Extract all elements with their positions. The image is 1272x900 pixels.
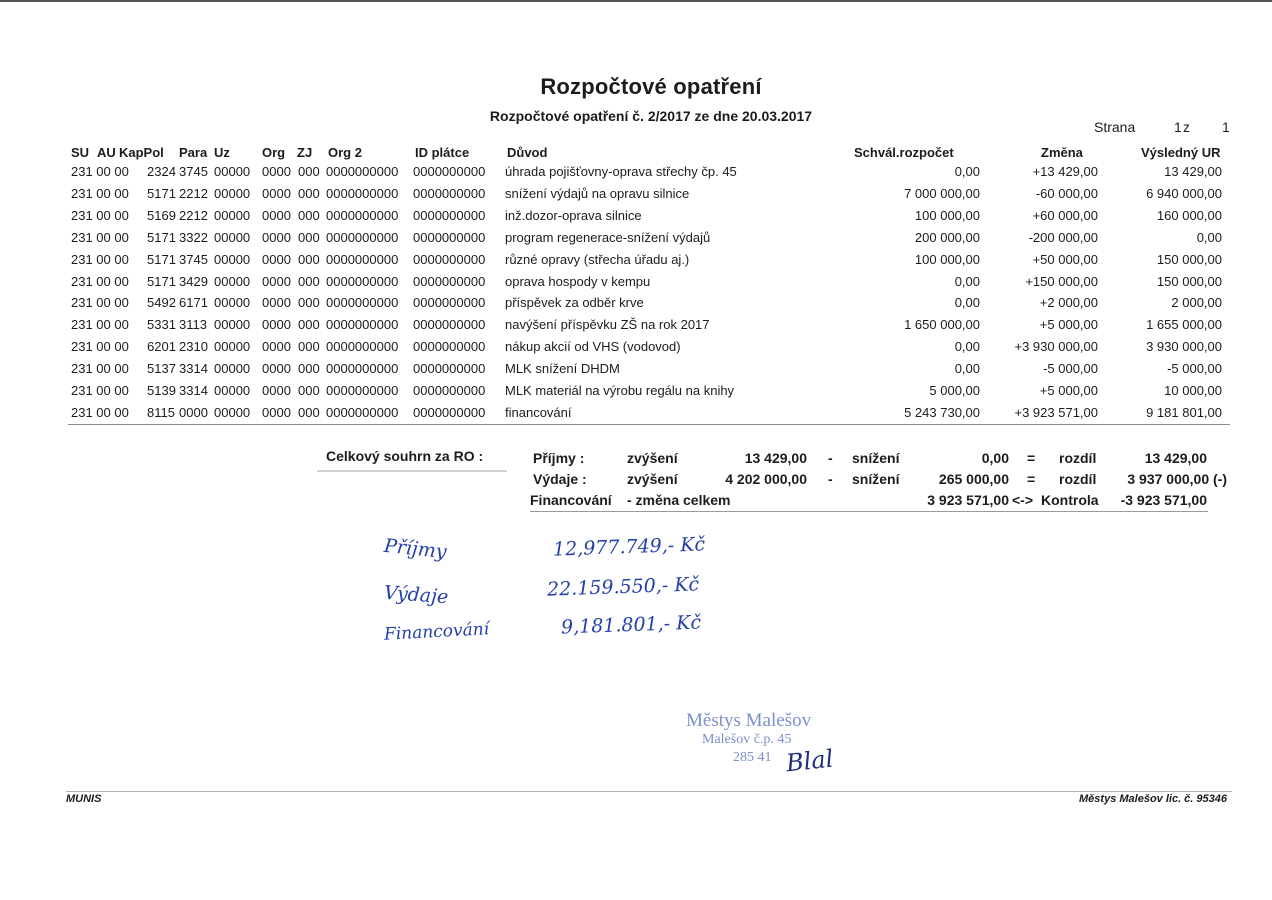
- row-org: 0000: [262, 251, 291, 267]
- row-su-au-code: 231 00 00: [71, 251, 129, 267]
- footer-rule: [66, 791, 1232, 792]
- row-uz: 00000: [214, 339, 251, 355]
- row-kappol: 2324: [147, 164, 176, 179]
- row-vysledny-ur: 0,00: [1196, 229, 1222, 245]
- row-org2: 0000000000: [326, 185, 399, 201]
- row-uz: 00000: [214, 229, 251, 245]
- financovani-arrow: <->: [1012, 492, 1034, 508]
- row-vysledny-ur: 9 181 801,00: [1146, 404, 1222, 420]
- row-kappol: 5137: [147, 361, 176, 377]
- row-duvod: MLK snížení DHDM: [505, 361, 620, 377]
- row-duvod: snížení výdajů na opravu silnice: [505, 185, 690, 201]
- row-para: 2212: [179, 207, 208, 223]
- row-zmena: +5 000,00: [1039, 317, 1098, 333]
- row-zj: 000: [298, 185, 320, 201]
- table-row: [0, 230, 1272, 252]
- row-id-platce: 0000000000: [413, 207, 486, 223]
- row-org2: 0000000000: [326, 229, 399, 245]
- row-org: 0000: [262, 229, 291, 245]
- row-duvod: nákup akcií od VHS (vodovod): [505, 339, 681, 355]
- row-vysledny-ur: 13 429,00: [1164, 164, 1222, 179]
- page-of: z: [1183, 119, 1190, 135]
- row-vysledny-ur: 150 000,00: [1156, 251, 1222, 267]
- stamp-line-2: Malešov č.p. 45: [702, 732, 792, 747]
- handwritten-prijmy-label: Příjmy: [383, 534, 448, 564]
- row-zj: 000: [298, 295, 320, 311]
- row-zj: 000: [298, 251, 320, 267]
- row-para: 3429: [179, 273, 208, 289]
- page-label: Strana: [1094, 119, 1136, 135]
- row-su-au-code: 231 00 00: [71, 185, 129, 201]
- kontrola-value: -3 923 571,00: [1120, 492, 1207, 508]
- financovani-label: Financování: [530, 492, 612, 508]
- row-schval-rozpocet: 7 000 000,00: [904, 185, 980, 201]
- row-kappol: 5492: [147, 295, 176, 311]
- row-id-platce: 0000000000: [413, 404, 486, 420]
- row-duvod: úhrada pojišťovny-oprava střechy čp. 45: [505, 164, 737, 179]
- row-id-platce: 0000000000: [413, 317, 486, 333]
- signature: Blal: [784, 744, 835, 778]
- row-su-au-code: 231 00 00: [71, 317, 129, 333]
- header-schval-rozpocet: Schvál.rozpočet: [854, 145, 954, 160]
- row-kappol: 5331: [147, 317, 176, 333]
- vydaje-rozdil-label: rozdíl: [1059, 471, 1097, 487]
- header-su: SU: [71, 145, 90, 160]
- row-id-platce: 0000000000: [413, 295, 486, 311]
- row-org: 0000: [262, 317, 291, 333]
- vydaje-snizeni-label: snížení: [852, 471, 900, 487]
- row-zmena: +3 930 000,00: [1014, 339, 1098, 355]
- row-para: 0000: [179, 404, 208, 420]
- row-id-platce: 0000000000: [413, 383, 486, 398]
- row-uz: 00000: [214, 164, 251, 179]
- row-zmena: +50 000,00: [1032, 251, 1098, 267]
- handwritten-financovani-label: Financování: [383, 619, 490, 645]
- vydaje-zvyseni-value: 4 202 000,00: [725, 471, 807, 487]
- row-kappol: 6201: [147, 339, 176, 355]
- document-subtitle: Rozpočtové opatření č. 2/2017 ze dne 20.03.2017: [489, 108, 813, 124]
- row-vysledny-ur: 6 940 000,00: [1146, 185, 1222, 201]
- row-zj: 000: [298, 207, 320, 223]
- row-su-au-code: 231 00 00: [71, 207, 129, 223]
- row-para: 3322: [179, 229, 208, 245]
- row-org: 0000: [262, 295, 291, 311]
- row-zj: 000: [298, 229, 320, 245]
- row-org: 0000: [262, 207, 291, 223]
- prijmy-zvyseni-label: zvýšení: [627, 450, 678, 466]
- row-para: 3113: [179, 317, 207, 333]
- row-vysledny-ur: 10 000,00: [1164, 383, 1222, 398]
- handwritten-prijmy-value: 12,977.749,- Kč: [552, 533, 706, 561]
- row-schval-rozpocet: 0,00: [954, 164, 980, 179]
- row-org: 0000: [262, 404, 291, 420]
- row-schval-rozpocet: 5 000,00: [929, 383, 980, 398]
- row-para: 2212: [179, 185, 208, 201]
- row-duvod: různé opravy (střecha úřadu aj.): [505, 251, 690, 267]
- table-row: [0, 317, 1272, 339]
- row-zj: 000: [298, 339, 320, 355]
- table-row: [0, 361, 1272, 383]
- header-kappol: KapPol: [119, 145, 164, 160]
- row-su-au-code: 231 00 00: [71, 273, 129, 289]
- handwritten-vydaje-label: Výdaje: [383, 581, 450, 609]
- row-schval-rozpocet: 0,00: [954, 295, 980, 311]
- row-para: 3745: [179, 164, 208, 179]
- prijmy-zvyseni-value: 13 429,00: [744, 450, 807, 466]
- row-uz: 00000: [214, 404, 251, 420]
- row-zmena: +3 923 571,00: [1014, 404, 1098, 420]
- row-vysledny-ur: 1 655 000,00: [1146, 317, 1222, 333]
- kontrola-label: Kontrola: [1041, 492, 1099, 508]
- page-top-border: [0, 0, 1272, 2]
- row-para: 3314: [179, 361, 208, 377]
- row-kappol: 5171: [147, 251, 176, 267]
- prijmy-rozdil-label: rozdíl: [1059, 450, 1097, 466]
- summary-label: Celkový souhrn za RO :: [326, 448, 484, 464]
- table-row: [0, 186, 1272, 208]
- row-org2: 0000000000: [326, 273, 399, 289]
- table-row: [0, 383, 1272, 405]
- row-para: 6171: [179, 295, 208, 311]
- row-su-au-code: 231 00 00: [71, 164, 129, 179]
- header-org: Org: [262, 145, 286, 160]
- header-id-platce: ID plátce: [415, 145, 470, 160]
- summary-bottom-rule: [530, 511, 1208, 512]
- header-zmena: Změna: [1041, 145, 1083, 160]
- row-org2: 0000000000: [326, 295, 399, 311]
- row-su-au-code: 231 00 00: [71, 229, 129, 245]
- row-su-au-code: 231 00 00: [71, 361, 129, 377]
- row-duvod: program regenerace-snížení výdajů: [505, 229, 711, 245]
- table-row: [0, 295, 1272, 317]
- row-para: 3314: [179, 383, 208, 398]
- vydaje-rozdil-value: 3 937 000,00 (-): [1127, 471, 1227, 487]
- table-bottom-rule: [68, 424, 1230, 425]
- row-duvod: MLK materiál na výrobu regálu na knihy: [505, 383, 735, 398]
- row-zj: 000: [298, 383, 320, 398]
- header-au: AU: [97, 145, 116, 160]
- row-su-au-code: 231 00 00: [71, 339, 129, 355]
- row-su-au-code: 231 00 00: [71, 295, 129, 311]
- row-org2: 0000000000: [326, 339, 399, 355]
- row-org2: 0000000000: [326, 317, 399, 333]
- row-id-platce: 0000000000: [413, 164, 486, 179]
- row-schval-rozpocet: 0,00: [954, 273, 980, 289]
- row-org: 0000: [262, 164, 291, 179]
- row-kappol: 5169: [147, 207, 176, 223]
- table-row: [0, 164, 1272, 186]
- row-zmena: +150 000,00: [1025, 273, 1098, 289]
- row-uz: 00000: [214, 383, 251, 398]
- row-zmena: +2 000,00: [1039, 295, 1098, 311]
- header-zj: ZJ: [297, 145, 313, 160]
- row-kappol: 5139: [147, 383, 176, 398]
- row-duvod: oprava hospody v kempu: [505, 273, 651, 289]
- row-su-au-code: 231 00 00: [71, 383, 129, 398]
- table-row: [0, 339, 1272, 361]
- row-zmena: -200 000,00: [1028, 229, 1098, 245]
- row-id-platce: 0000000000: [413, 185, 486, 201]
- row-org2: 0000000000: [326, 207, 399, 223]
- row-org2: 0000000000: [326, 361, 399, 377]
- page-total: 1: [1222, 119, 1230, 135]
- stamp-line-1: Městys Malešov: [686, 710, 812, 731]
- prijmy-rozdil-value: 13 429,00: [1144, 450, 1207, 466]
- row-org2: 0000000000: [326, 251, 399, 267]
- header-para: Para: [179, 145, 208, 160]
- row-zj: 000: [298, 404, 320, 420]
- row-org: 0000: [262, 383, 291, 398]
- row-id-platce: 0000000000: [413, 273, 486, 289]
- row-id-platce: 0000000000: [413, 361, 486, 377]
- handwritten-vydaje-value: 22.159.550,- Kč: [546, 573, 700, 601]
- row-org2: 0000000000: [326, 404, 399, 420]
- row-uz: 00000: [214, 185, 251, 201]
- row-para: 3745: [179, 251, 208, 267]
- row-zmena: -5 000,00: [1043, 361, 1098, 377]
- row-org: 0000: [262, 361, 291, 377]
- header-vysledny-ur: Výsledný UR: [1141, 145, 1221, 160]
- row-duvod: financování: [505, 404, 572, 420]
- row-vysledny-ur: -5 000,00: [1167, 361, 1222, 377]
- row-org: 0000: [262, 273, 291, 289]
- vydaje-zvyseni-label: zvýšení: [627, 471, 678, 487]
- table-row: [0, 252, 1272, 274]
- row-schval-rozpocet: 0,00: [954, 361, 980, 377]
- row-zj: 000: [298, 164, 320, 179]
- prijmy-dash: -: [828, 450, 833, 466]
- row-org: 0000: [262, 339, 291, 355]
- row-zmena: +13 429,00: [1032, 164, 1098, 179]
- row-vysledny-ur: 3 930 000,00: [1146, 339, 1222, 355]
- row-id-platce: 0000000000: [413, 339, 486, 355]
- row-schval-rozpocet: 100 000,00: [914, 251, 980, 267]
- row-kappol: 5171: [147, 229, 176, 245]
- financovani-zmena-label: - změna celkem: [627, 492, 731, 508]
- row-zmena: -60 000,00: [1035, 185, 1098, 201]
- row-id-platce: 0000000000: [413, 229, 486, 245]
- prijmy-eq: =: [1027, 450, 1036, 466]
- handwritten-financovani-value: 9,181.801,- Kč: [560, 611, 702, 639]
- table-row: [0, 208, 1272, 230]
- row-kappol: 5171: [147, 273, 176, 289]
- row-uz: 00000: [214, 207, 251, 223]
- row-vysledny-ur: 2 000,00: [1171, 295, 1222, 311]
- row-zmena: +5 000,00: [1039, 383, 1098, 398]
- row-duvod: inž.dozor-oprava silnice: [505, 207, 642, 223]
- row-id-platce: 0000000000: [413, 251, 486, 267]
- row-zmena: +60 000,00: [1032, 207, 1098, 223]
- row-zj: 000: [298, 317, 320, 333]
- stamp-line-3: 285 41: [733, 750, 772, 765]
- row-schval-rozpocet: 0,00: [954, 339, 980, 355]
- header-org2: Org 2: [328, 145, 362, 160]
- financovani-zmena-value: 3 923 571,00: [927, 492, 1009, 508]
- vydaje-snizeni-value: 265 000,00: [938, 471, 1009, 487]
- row-org2: 0000000000: [326, 164, 399, 179]
- prijmy-label: Příjmy :: [533, 450, 585, 466]
- row-kappol: 5171: [147, 185, 176, 201]
- vydaje-label: Výdaje :: [533, 471, 587, 487]
- summary-label-underline: [317, 470, 507, 472]
- page-current: 1: [1174, 119, 1182, 135]
- document-title: Rozpočtové opatření: [540, 74, 762, 99]
- header-uz: Uz: [214, 145, 230, 160]
- prijmy-snizeni-value: 0,00: [981, 450, 1009, 466]
- header-duvod: Důvod: [507, 145, 548, 160]
- footer-right: Městys Malešov lic. č. 95346: [1079, 793, 1227, 805]
- row-schval-rozpocet: 200 000,00: [914, 229, 980, 245]
- row-uz: 00000: [214, 295, 251, 311]
- footer-left: MUNIS: [66, 793, 102, 805]
- row-schval-rozpocet: 100 000,00: [914, 207, 980, 223]
- row-uz: 00000: [214, 361, 251, 377]
- row-duvod: příspěvek za odběr krve: [505, 295, 644, 311]
- row-para: 2310: [179, 339, 208, 355]
- row-org2: 0000000000: [326, 383, 399, 398]
- table-row: [0, 274, 1272, 296]
- row-kappol: 8115: [147, 404, 175, 420]
- row-schval-rozpocet: 1 650 000,00: [904, 317, 980, 333]
- row-su-au-code: 231 00 00: [71, 404, 129, 420]
- vydaje-dash: -: [828, 471, 833, 487]
- prijmy-snizeni-label: snížení: [852, 450, 900, 466]
- row-uz: 00000: [214, 317, 251, 333]
- row-vysledny-ur: 150 000,00: [1156, 273, 1222, 289]
- row-vysledny-ur: 160 000,00: [1156, 207, 1222, 223]
- row-uz: 00000: [214, 251, 251, 267]
- vydaje-eq: =: [1027, 471, 1036, 487]
- row-schval-rozpocet: 5 243 730,00: [904, 404, 980, 420]
- row-zj: 000: [298, 273, 320, 289]
- row-zj: 000: [298, 361, 320, 377]
- row-org: 0000: [262, 185, 291, 201]
- row-duvod: navýšení příspěvku ZŠ na rok 2017: [505, 317, 710, 333]
- row-uz: 00000: [214, 273, 251, 289]
